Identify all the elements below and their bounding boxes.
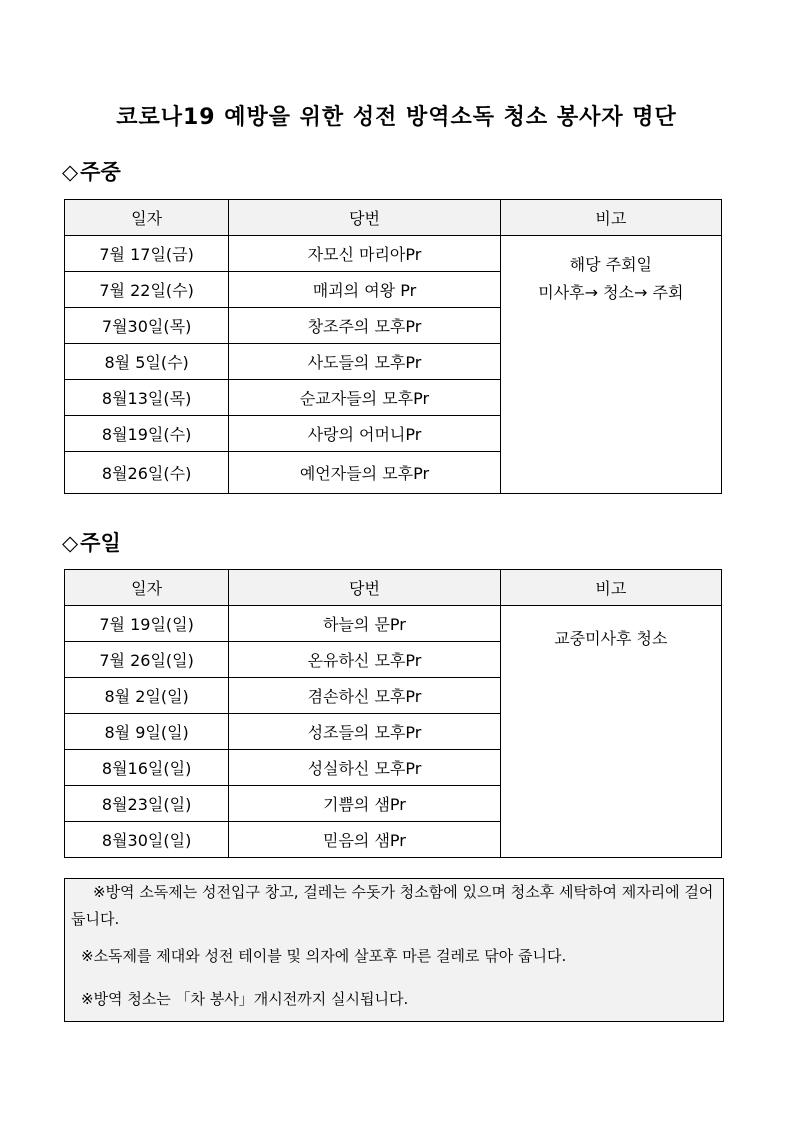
date-cell: 7월 26일(일) <box>65 642 229 678</box>
date-cell: 8월16일(일) <box>65 750 229 786</box>
table-header-row <box>65 200 722 236</box>
duty-cell: 사랑의 어머니Pr <box>229 416 500 452</box>
note-line: 교중미사후 청소 <box>554 629 668 648</box>
duty-cell: 성조들의 모후Pr <box>229 714 500 750</box>
page-title: 코로나19 예방을 위한 성전 방역소독 청소 봉사자 명단 <box>116 105 677 130</box>
notice-box <box>64 878 724 1022</box>
header-note: 비고 <box>500 200 721 236</box>
section-heading-weekday <box>62 156 121 186</box>
duty-cell: 매괴의 여왕 Pr <box>229 272 500 308</box>
section-heading-label: 주일 <box>80 531 121 555</box>
duty-cell: 믿음의 샘Pr <box>229 822 500 858</box>
date-cell: 8월23일(일) <box>65 786 229 822</box>
duty-cell: 성실하신 모후Pr <box>229 750 500 786</box>
date-cell: 7월 19일(일) <box>65 606 229 642</box>
weekday-table <box>64 199 722 494</box>
date-cell: 7월30일(목) <box>65 308 229 344</box>
notice-line: ※방역 청소는 「차 봉사」개시전까지 실시됩니다. <box>81 990 409 1008</box>
duty-cell: 자모신 마리아Pr <box>229 236 500 272</box>
duty-cell: 하늘의 문Pr <box>229 606 500 642</box>
date-cell: 8월13일(목) <box>65 380 229 416</box>
date-cell: 8월 2일(일) <box>65 678 229 714</box>
date-cell: 8월19일(수) <box>65 416 229 452</box>
diamond-icon: ◇ <box>62 531 79 555</box>
date-cell: 7월 17일(금) <box>65 236 229 272</box>
duty-cell: 기쁨의 샘Pr <box>229 786 500 822</box>
notice-line: ※소독제를 제대와 성전 테이블 및 의자에 살포후 마른 걸레로 닦아 줍니다. <box>81 947 567 965</box>
header-date: 일자 <box>65 570 229 606</box>
header-duty: 당번 <box>229 200 500 236</box>
diamond-icon: ◇ <box>62 160 79 184</box>
date-cell: 8월30일(일) <box>65 822 229 858</box>
date-cell: 7월 22일(수) <box>65 272 229 308</box>
duty-cell: 순교자들의 모후Pr <box>229 380 500 416</box>
table-row <box>65 236 722 272</box>
duty-cell: 예언자들의 모후Pr <box>229 452 500 494</box>
sunday-table <box>64 569 722 858</box>
date-cell: 8월 9일(일) <box>65 714 229 750</box>
note-cell <box>500 236 721 494</box>
notice-line: ※방역 소독제는 성전입구 창고, 걸레는 수돗가 청소함에 있으며 청소후 세탁하여 제자리에 걸어 둡니다. <box>71 883 714 928</box>
section-heading-sunday <box>62 527 121 557</box>
date-cell: 8월 5일(수) <box>65 344 229 380</box>
duty-cell: 사도들의 모후Pr <box>229 344 500 380</box>
duty-cell: 창조주의 모후Pr <box>229 308 500 344</box>
header-duty: 당번 <box>229 570 500 606</box>
table-header-row <box>65 570 722 606</box>
section-heading-label: 주중 <box>80 160 121 184</box>
duty-cell: 겸손하신 모후Pr <box>229 678 500 714</box>
table-row <box>65 606 722 642</box>
note-line: 해당 주회일 <box>569 255 653 274</box>
header-date: 일자 <box>65 200 229 236</box>
header-note: 비고 <box>500 570 721 606</box>
date-cell: 8월26일(수) <box>65 452 229 494</box>
note-line: 미사후→ 청소→ 주회 <box>538 283 684 302</box>
note-cell <box>500 606 721 858</box>
duty-cell: 온유하신 모후Pr <box>229 642 500 678</box>
